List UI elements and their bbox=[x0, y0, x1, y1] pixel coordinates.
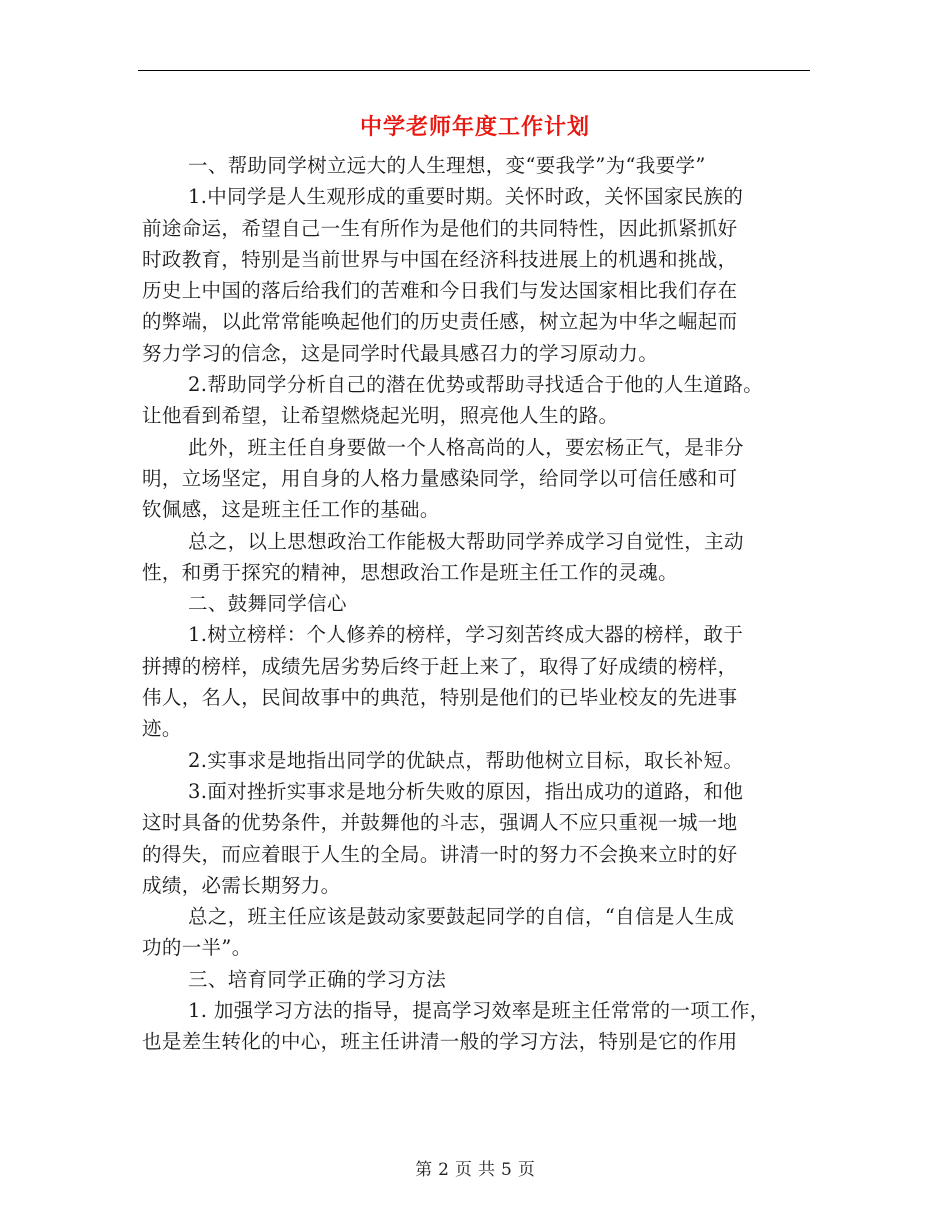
text-line: 也是差生转化的中心，班主任讲清一般的学习方法，特别是它的作用 bbox=[142, 1030, 738, 1054]
footer-page-word: 页 bbox=[455, 1160, 472, 1180]
text-line: 这时具备的优势条件，并鼓舞他的斗志，强调人不应只重视一城一地 bbox=[142, 811, 738, 835]
text-line: 三、培育同学正确的学习方法 bbox=[188, 967, 447, 991]
text-line: 1.树立榜样：个人修养的榜样，学习刻苦终成大器的榜样，敢于 bbox=[188, 623, 744, 647]
total-page-count: 5 bbox=[501, 1160, 512, 1180]
header-rule bbox=[138, 70, 810, 71]
document-body bbox=[142, 150, 814, 1058]
text-line: 性，和勇于探究的精神，思想政治工作是班主任工作的灵魂。 bbox=[142, 560, 678, 584]
text-line: 1. 加强学习方法的指导，提高学习效率是班主任常常的一项工作， bbox=[188, 999, 770, 1023]
text-line: 总之，班主任应该是鼓动家要鼓起同学的自信，“自信是人生成 bbox=[188, 905, 735, 929]
footer-suffix: 页 bbox=[517, 1160, 535, 1180]
text-line: 历史上中国的落后给我们的苦难和今日我们与发达国家相比我们存在 bbox=[142, 279, 738, 303]
text-line: 迹。 bbox=[142, 717, 182, 741]
text-line: 成绩，必需长期努力。 bbox=[142, 873, 341, 897]
text-line: 明，立场坚定，用自身的人格力量感染同学，给同学以可信任感和可 bbox=[142, 466, 738, 490]
footer-total-word: 共 bbox=[478, 1160, 495, 1180]
text-line: 功的一半”。 bbox=[142, 936, 252, 960]
text-line: 伟人，名人，民间故事中的典范，特别是他们的已毕业校友的先进事 bbox=[142, 686, 738, 710]
page-footer bbox=[0, 1155, 950, 1180]
text-line: 的弊端，以此常常能唤起他们的历史责任感，树立起为中华之崛起而 bbox=[142, 310, 738, 334]
text-line: 拼搏的榜样，成绩先居劣势后终于赶上来了，取得了好成绩的榜样， bbox=[142, 654, 738, 678]
text-line: 1.中同学是人生观形成的重要时期。关怀时政，关怀国家民族的 bbox=[188, 185, 744, 209]
text-line: 一、帮助同学树立远大的人生理想，变“要我学”为“我要学” bbox=[188, 154, 706, 177]
text-line: 总之，以上思想政治工作能极大帮助同学养成学习自觉性，主动 bbox=[188, 529, 744, 553]
text-line: 努力学习的信念，这是同学时代最具感召力的学习原动力。 bbox=[142, 341, 659, 365]
text-line: 的得失，而应着眼于人生的全局。讲清一时的努力不会换来立时的好 bbox=[142, 842, 738, 866]
text-line: 前途命运，希望自己一生有所作为是他们的共同特性，因此抓紧抓好 bbox=[142, 216, 738, 240]
text-line: 让他看到希望，让希望燃烧起光明，照亮他人生的路。 bbox=[142, 404, 619, 428]
text-line: 钦佩感，这是班主任工作的基础。 bbox=[142, 498, 440, 522]
text-line: 2.实事求是地指出同学的优缺点，帮助他树立目标，取长补短。 bbox=[188, 748, 744, 772]
text-line: 此外，班主任自身要做一个人格高尚的人，要宏杨正气，是非分 bbox=[188, 435, 744, 459]
text-line: 2.帮助同学分析自己的潜在优势或帮助寻找适合于他的人生道路。 bbox=[188, 373, 764, 397]
current-page-number: 2 bbox=[438, 1160, 449, 1180]
footer-prefix: 第 bbox=[415, 1160, 433, 1180]
text-line: 时政教育，特别是当前世界与中国在经济科技进展上的机遇和挑战， bbox=[142, 247, 738, 271]
text-line: 二、鼓舞同学信心 bbox=[188, 592, 347, 616]
text-line: 3.面对挫折实事求是地分析失败的原因，指出成功的道路，和他 bbox=[188, 779, 744, 803]
document-title: 中学老师年度工作计划 bbox=[359, 114, 590, 140]
